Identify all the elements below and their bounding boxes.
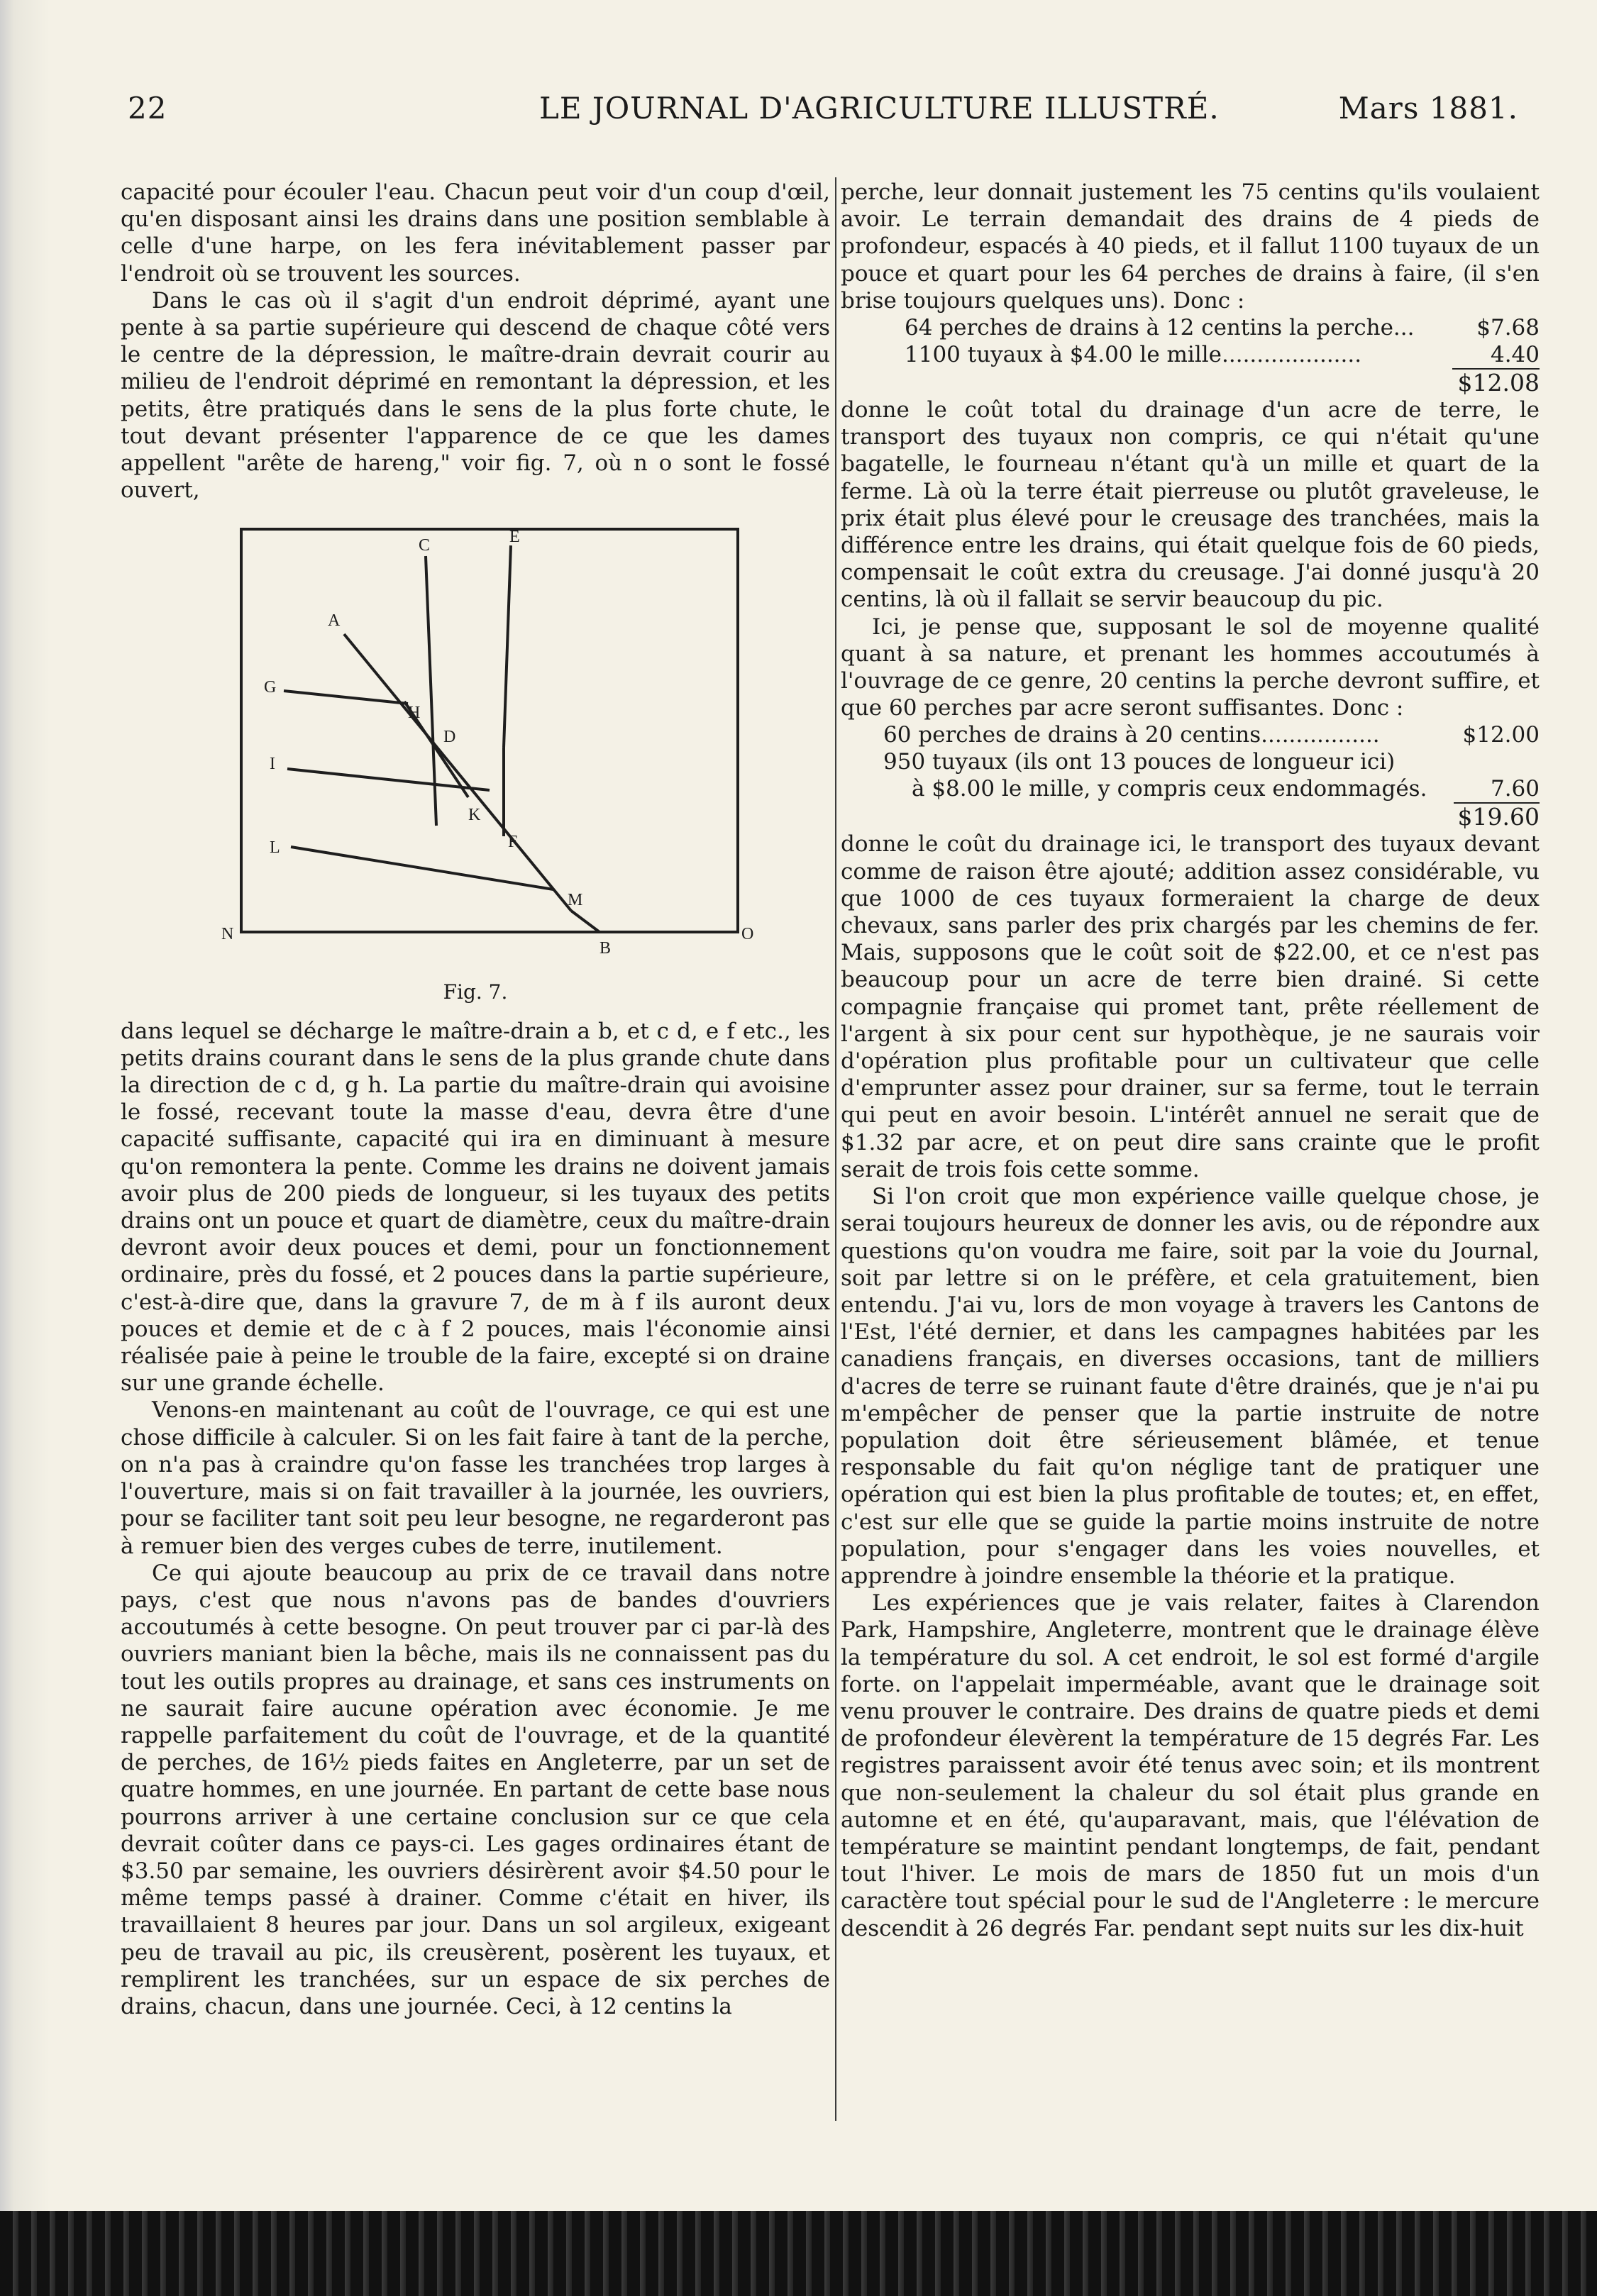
main-drain-outlet xyxy=(571,911,599,932)
ledger-amount: 4.40 xyxy=(1490,342,1540,368)
ledger-row xyxy=(841,314,1540,341)
scan-bottom-edge xyxy=(0,2211,1597,2296)
label-d: D xyxy=(443,728,456,747)
label-o: O xyxy=(741,925,754,944)
herringbone-diagram xyxy=(192,514,752,975)
page-header xyxy=(128,91,1518,140)
label-h: H xyxy=(408,704,421,723)
label-e: E xyxy=(509,528,520,547)
paragraph: capacité pour écouler l'eau. Chacun peut voir d'un coup d'œil, qu'en disposant ainsi les drains dans une position semblable à celle d'une harpe, on les fera inévitablement passer par l'endroit où se trouvent les sources. xyxy=(121,179,830,287)
drainage-figure xyxy=(192,514,752,975)
paragraph: donne le coût total du drainage d'un acre de terre, le transport des tuyaux non compris, ce qui n'était qu'une bagatelle, le fourneau n'étant qu'à un mille et quart de la ferme. Là où la terre était pierreuse ou plutôt graveleuse, le prix était plus élevé pour le creusage des tranchées, mais la différence entre les drains, qui était quelque fois de 60 pieds, compensait le coût extra du creusage. J'ai donné jusqu'à 20 centins, là où il fallait se servir beaucoup du pic. xyxy=(841,397,1540,613)
paragraph: donne le coût du drainage ici, le transport des tuyaux devant comme de raison être ajouté; addition assez considérable, vu que 1000 de ces tuyaux formeraient la charge de deux chevaux, sans parler des prix chargés par les chemins de fer. Mais, supposons que le coût soit de $22.00, et ce n'est pas beaucoup pour un acre de terre bien drainé. Si cette compagnie française qui promet tant, prête réellement de l'argent à six pour cent sur hypothèque, je ne saurais voir d'opération plus profitable pour un cultivateur que celle d'emprunter assez pour drainer, sur sa ferme, tout le terrain qui peut en avoir besoin. L'intérêt annuel ne serait que de $1.32 par acre, et on peut dire sans crainte que le profit serait de trois fois cette somme. xyxy=(841,831,1540,1182)
ledger-total: $19.60 xyxy=(1454,803,1540,831)
cost-ledger-england xyxy=(841,314,1540,396)
label-k: K xyxy=(468,806,481,825)
ledger-total: $12.08 xyxy=(1452,369,1540,396)
label-f: F xyxy=(508,833,518,852)
ledger-label: à $8.00 le mille, y compris ceux endommagés. xyxy=(912,776,1427,802)
paragraph: dans lequel se décharge le maître-drain a b, et c d, e f etc., les petits drains courant dans le sens de la plus grande chute dans la direction de c d, g h. La partie du maître-drain qui avoisine le fossé, recevant toute la masse d'eau, devra être d'une capacité suffisante, capacité qui ira en diminuant à mesure qu'on remontera la pente. Comme les drains ne doivent jamais avoir plus de 200 pieds de longueur, si les tuyaux des petits drains ont un pouce et quart de diamètre, ceux du maître-drain devront avoir deux pouces et demi, pour un fonctionnement ordinaire, près du fossé, et 2 pouces dans la partie supérieure, c'est-à-dire que, dans la gravure 7, de m à f ils auront deux pouces et demie et de c à f 2 pouces, mais l'économie ainsi réalisée paie à peine le trouble de la faire, excepté si on draine sur une grande échelle. xyxy=(121,1018,830,1397)
ledger-label: 1100 tuyaux à $4.00 le mille.................... xyxy=(905,342,1362,368)
label-c: C xyxy=(419,536,431,555)
paragraph: Ce qui ajoute beaucoup au prix de ce travail dans notre pays, c'est que nous n'avons pas de bandes d'ouvriers accoutumés à cette besogne. On peut trouver par ci par-là des ouvriers maniant bien la bêche, mais ils ne connaissent pas du tout les outils propres au drainage, et sans ces instruments on ne saurait faire aucune opération avec économie. Je me rappelle parfaitement du coût de l'ouvrage, et de la quantité de perches, de 16½ pieds faites en Angleterre, par un set de quatre hommes, en une journée. En partant de cette base nous pourrons arriver à une certaine conclusion sur ce que cela devrait coûter dans ce pays-ci. Les gages ordinaires étant de $3.50 par semaine, les ouvriers désirèrent avoir $4.50 pour le même temps passé à drainer. Comme c'était en hiver, ils travaillaient 8 heures par jour. Dans un sol argileux, exigeant peu de travail au pic, ils creusèrent, posèrent les tuyaux, et remplirent les tranchées, sur un espace de six perches de drains, chacun, dans une journée. Ceci, à 12 centins la xyxy=(121,1560,830,2019)
left-column xyxy=(121,179,830,2151)
column-divider xyxy=(835,177,836,2121)
main-drain xyxy=(344,634,571,911)
label-g: G xyxy=(264,678,277,697)
ledger-row xyxy=(841,721,1540,748)
right-column xyxy=(841,179,1540,2151)
ledger-label: 950 tuyaux (ils ont 13 pouces de longueur ici) xyxy=(883,749,1396,775)
figure-caption: Fig. 7. xyxy=(443,980,508,1004)
scan-edge xyxy=(0,0,50,2296)
label-n: N xyxy=(221,925,234,944)
ledger-amount: 7.60 xyxy=(1490,776,1540,802)
drain-i-k xyxy=(287,769,490,790)
ledger-amount: $12.00 xyxy=(1462,722,1540,748)
paragraph: Venons-en maintenant au coût de l'ouvrage, ce qui est une chose difficile à calculer. Si on les fait faire à tant de la perche, on n'a pas à craindre qu'on fasse les tranchées trop larges à l'ouverture, mais si on fait travailler à la journée, les ouvriers, pour se faciliter tant soit peu leur besogne, ne regarderont pas à remuer bien des verges cubes de terre, inutilement. xyxy=(121,1397,830,1559)
paragraph: Ici, je pense que, supposant le sol de moyenne qualité quant à sa nature, et prenant les hommes accoutumés à l'ouvrage de ce genre, 20 centins la perche devront suffire, et que 60 perches par acre seront suffisantes. Donc : xyxy=(841,614,1540,721)
label-m: M xyxy=(568,891,583,910)
ledger-label: 60 perches de drains à 20 centins................. xyxy=(883,722,1380,748)
cost-ledger-canada xyxy=(841,721,1540,831)
ledger-row xyxy=(841,341,1540,369)
paragraph: Dans le cas où il s'agit d'un endroit déprimé, ayant une pente à sa partie supérieure qui descend de chaque côté vers le centre de la dépression, le maître-drain devrait courir au milieu de l'endroit déprimé en remontant la dépression, et les petits, être pratiqués dans le sens de la plus forte chute, le tout devant présenter l'apparence de ce que les dames appellent "arête de hareng," voir fig. 7, où n o sont le fossé ouvert, xyxy=(121,287,830,504)
label-l: L xyxy=(270,838,280,858)
issue-date: Mars 1881. xyxy=(1338,91,1518,126)
paragraph: perche, leur donnait justement les 75 centins qu'ils voulaient avoir. Le terrain demandait des drains de 4 pieds de profondeur, espacés à 40 pieds, et il fallut 1100 tuyaux de un pouce et quart pour les 64 perches de drains à faire, (il s'en brise toujours quelques uns). Donc : xyxy=(841,179,1540,314)
journal-title: LE JOURNAL D'AGRICULTURE ILLUSTRÉ. xyxy=(539,91,1220,126)
label-i: I xyxy=(270,755,275,774)
page-number: 22 xyxy=(128,91,167,126)
drain-e-f xyxy=(504,545,511,748)
ledger-amount: $7.68 xyxy=(1476,315,1540,341)
drain-l-m xyxy=(291,847,553,889)
label-a: A xyxy=(328,611,341,631)
ledger-label: 64 perches de drains à 12 centins la perche... xyxy=(905,315,1415,341)
ledger-total-row xyxy=(841,369,1540,396)
paragraph: Si l'on croit que mon expérience vaille quelque chose, je serai toujours heureux de donner les avis, ou de répondre aux questions qu'on voudra me faire, soit par la voie du Journal, soit par lettre si on le préfère, et cela gratuitement, bien entendu. J'ai vu, lors de mon voyage à travers les Cantons de l'Est, l'été dernier, et dans les campagnes habitées par les canadiens français, en diverses occasions, tant de milliers d'acres de terre se ruinant faute d'être drainés, que je n'ai pu m'empêcher de penser que la partie instruite de notre population doit être sérieusement blâmée, et tenue responsable du fait qu'on néglige tant de pratiquer une opération qui est bien la plus profitable de toutes; et, en effet, c'est sur elle que se guide la partie moins instruite de notre population, pour s'engager dans les voies nouvelles, et apprendre à joindre ensemble la théorie et la pratique. xyxy=(841,1184,1540,1589)
ledger-row xyxy=(841,748,1540,775)
paragraph: Les expériences que je vais relater, faites à Clarendon Park, Hampshire, Angleterre, montrent que le drainage élève la température du sol. A cet endroit, le sol est formé d'argile forte. on l'appelait imperméable, avant que le drainage soit venu prouver le contraire. Des drains de quatre pieds et demi de profondeur élevèrent la température de 15 degrés Far. Les registres paraissent avoir été tenus avec soin; et ils montrent que non-seulement la chaleur du sol était plus grande en automne et en été, qu'auparavant, mais, que l'élévation de température se maintint pendant longtemps, de fait, pendant tout l'hiver. Le mois de mars de 1850 fut un mois d'un caractère tout spécial pour le sud de l'Angleterre : le mercure descendit à 26 degrés Far. pendant sept nuits sur les dix-huit xyxy=(841,1590,1540,1941)
drain-g-h xyxy=(284,691,408,704)
ledger-total-row xyxy=(841,803,1540,831)
label-b: B xyxy=(599,939,612,958)
ledger-row xyxy=(841,775,1540,803)
figure-frame xyxy=(241,529,738,932)
